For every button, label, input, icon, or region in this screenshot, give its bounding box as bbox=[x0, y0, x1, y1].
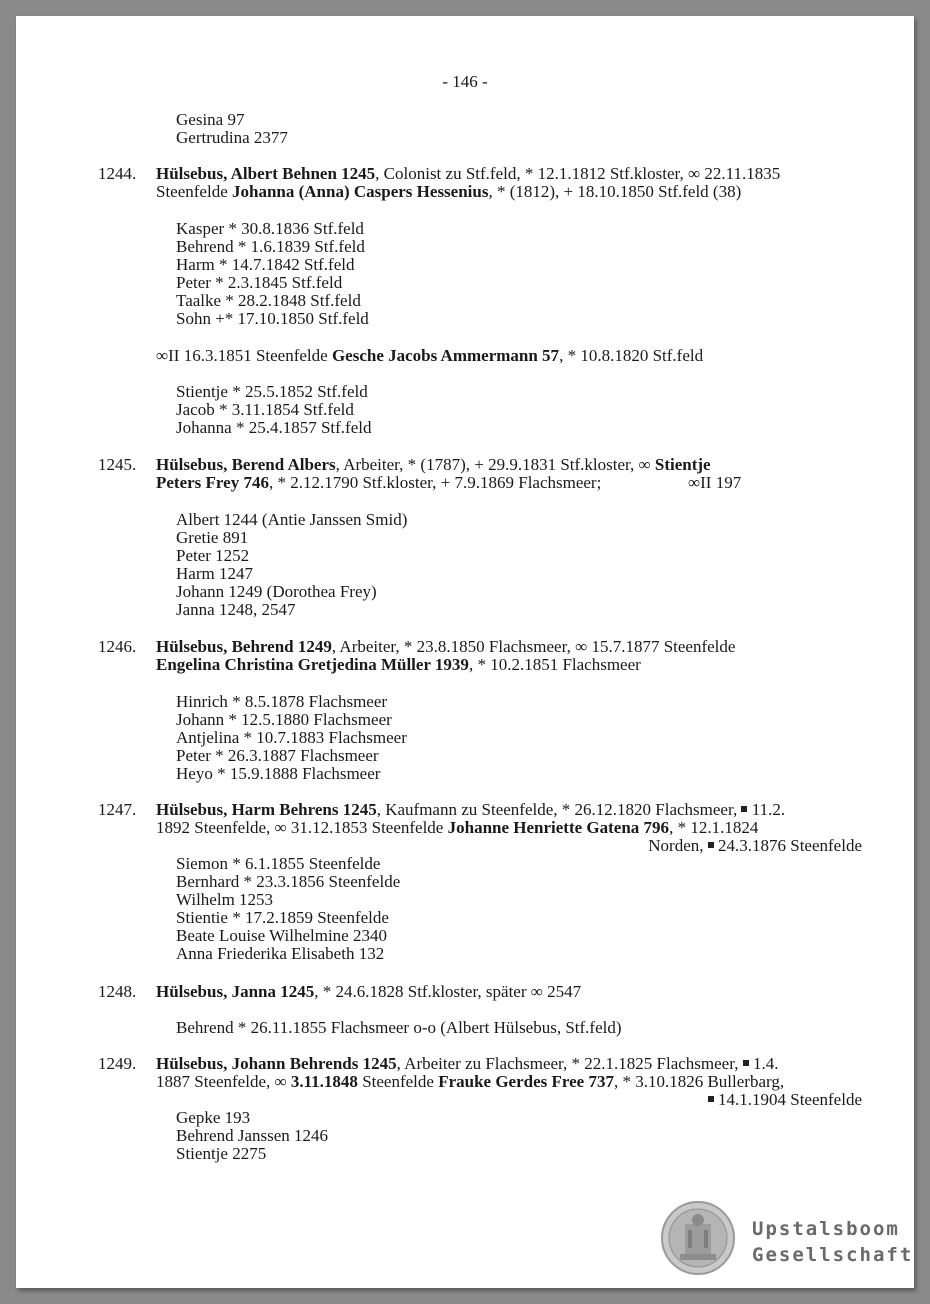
marriage-date: 3.11.1848 bbox=[290, 1072, 358, 1091]
entry-1247-line2 bbox=[156, 819, 758, 837]
spouse-name: Frauke Gerdes Free 737 bbox=[438, 1072, 614, 1091]
entry-1244-line2 bbox=[156, 183, 741, 201]
list-item: Albert 1244 (Antie Janssen Smid) bbox=[176, 510, 408, 529]
page-number: - 146 - bbox=[442, 72, 488, 91]
list-item: Stientje 2275 bbox=[176, 1144, 267, 1163]
entry-text: , * 2.12.1790 Stf.kloster, + 7.9.1869 Flachsmeer; bbox=[268, 473, 602, 492]
list-item: Peter * 2.3.1845 Stf.feld bbox=[176, 273, 343, 292]
spouse-name: Johanne Henriette Gatena 796 bbox=[447, 818, 670, 837]
list-item: Peter 1252 bbox=[176, 546, 250, 565]
entry-name: Hülsebus, Behrend 1249 bbox=[156, 637, 332, 656]
list-item: Kasper * 30.8.1836 Stf.feld bbox=[176, 219, 364, 238]
list-item: Taalke * 28.2.1848 Stf.feld bbox=[176, 291, 361, 310]
entry-text: 1.4. bbox=[748, 1054, 779, 1073]
entry-text: 24.3.1876 Steenfelde bbox=[713, 836, 862, 855]
entry-number: 1245. bbox=[98, 455, 137, 474]
entry-text: Norden, bbox=[648, 836, 708, 855]
list-item: Behrend * 1.6.1839 Stf.feld bbox=[176, 237, 365, 256]
brand-name-line2: Gesellschaft bbox=[752, 1244, 914, 1266]
list-item: Gertrudina 2377 bbox=[176, 128, 288, 147]
entry-text: Steenfelde bbox=[357, 1072, 439, 1091]
entry-text: , * (1812), + 18.10.1850 Stf.feld (38) bbox=[488, 182, 742, 201]
spouse-name: Peters Frey 746 bbox=[156, 473, 269, 492]
entry-1245-ref: ∞II 197 bbox=[688, 473, 742, 492]
list-item: Behrend * 26.11.1855 Flachsmeer o-o (Albert Hülsebus, Stf.feld) bbox=[176, 1018, 622, 1037]
list-item: Janna 1248, 2547 bbox=[176, 600, 296, 619]
entry-1245-line1 bbox=[156, 456, 711, 474]
entry-number: 1247. bbox=[98, 800, 137, 819]
list-item: Harm 1247 bbox=[176, 564, 253, 583]
entry-number: 1248. bbox=[98, 982, 137, 1001]
list-item: Stientje * 25.5.1852 Stf.feld bbox=[176, 382, 368, 401]
entry-1246-line1 bbox=[156, 638, 735, 656]
list-item: Gesina 97 bbox=[176, 110, 245, 129]
entry-text: , Colonist zu Stf.feld, * 12.1.1812 Stf.kloster, ∞ 22.11.1835 bbox=[375, 164, 781, 183]
list-item: Wilhelm 1253 bbox=[176, 890, 274, 909]
entry-1244-line1 bbox=[156, 165, 780, 183]
list-item: Sohn +* 17.10.1850 Stf.feld bbox=[176, 309, 369, 328]
entry-name: Hülsebus, Johann Behrends 1245 bbox=[156, 1054, 397, 1073]
entry-number: 1246. bbox=[98, 637, 137, 656]
list-item: Harm * 14.7.1842 Stf.feld bbox=[176, 255, 355, 274]
entry-name: Hülsebus, Harm Behrens 1245 bbox=[156, 800, 377, 819]
list-item: Heyo * 15.9.1888 Flachsmeer bbox=[176, 764, 381, 783]
list-item: Johanna * 25.4.1857 Stf.feld bbox=[176, 418, 372, 437]
list-item: Siemon * 6.1.1855 Steenfelde bbox=[176, 854, 381, 873]
entry-text: 11.2. bbox=[747, 800, 786, 819]
entry-name: Hülsebus, Janna 1245 bbox=[156, 982, 315, 1001]
spouse-name: Stientje bbox=[654, 455, 711, 474]
entry-name: Hülsebus, Albert Behnen 1245 bbox=[156, 164, 376, 183]
list-item: Anna Friederika Elisabeth 132 bbox=[176, 944, 385, 963]
entry-text: , Arbeiter, * (1787), + 29.9.1831 Stf.kloster, ∞ bbox=[335, 455, 655, 474]
brand-name-line1: Upstalsboom bbox=[752, 1218, 900, 1240]
entry-1244-marriage2 bbox=[156, 347, 703, 365]
list-item: Bernhard * 23.3.1856 Steenfelde bbox=[176, 872, 401, 891]
list-item: Johann * 12.5.1880 Flachsmeer bbox=[176, 710, 392, 729]
spouse-name: Gesche Jacobs Ammermann 57 bbox=[331, 346, 560, 365]
list-item: Behrend Janssen 1246 bbox=[176, 1126, 329, 1145]
entry-1249-line2 bbox=[156, 1073, 784, 1091]
entry-text: 1887 Steenfelde, ∞ bbox=[156, 1072, 291, 1091]
entry-text: , Arbeiter, * 23.8.1850 Flachsmeer, ∞ 15.7.1877 Steenfelde bbox=[331, 637, 736, 656]
entry-text: , * 10.2.1851 Flachsmeer bbox=[468, 655, 641, 674]
list-item: Antjelina * 10.7.1883 Flachsmeer bbox=[176, 728, 407, 747]
entry-name: Hülsebus, Berend Albers bbox=[156, 455, 336, 474]
entry-1247-line3 bbox=[648, 837, 862, 855]
list-item: Beate Louise Wilhelmine 2340 bbox=[176, 926, 387, 945]
entry-1249-line1 bbox=[156, 1055, 778, 1073]
seal-icon bbox=[660, 1200, 736, 1276]
entry-text: ∞II 16.3.1851 Steenfelde bbox=[156, 346, 332, 365]
entry-text: , * 10.8.1820 Stf.feld bbox=[559, 346, 704, 365]
list-item: Jacob * 3.11.1854 Stf.feld bbox=[176, 400, 354, 419]
entry-1247-line1 bbox=[156, 801, 785, 819]
entry-text: , * 3.10.1826 Bullerbarg, bbox=[613, 1072, 785, 1091]
entry-text: Steenfelde bbox=[156, 182, 232, 201]
list-item: Johann 1249 (Dorothea Frey) bbox=[176, 582, 377, 601]
list-item: Gretie 891 bbox=[176, 528, 249, 547]
entry-number: 1244. bbox=[98, 164, 137, 183]
entry-1246-line2 bbox=[156, 656, 641, 674]
entry-text: , * 12.1.1824 bbox=[669, 818, 759, 837]
entry-1245-line2 bbox=[156, 474, 601, 492]
entry-text: 1892 Steenfelde, ∞ 31.12.1853 Steenfelde bbox=[156, 818, 448, 837]
list-item: Gepke 193 bbox=[176, 1108, 251, 1127]
seal-logo bbox=[660, 1200, 736, 1276]
entry-text: 14.1.1904 Steenfelde bbox=[713, 1090, 862, 1109]
list-item: Stientie * 17.2.1859 Steenfelde bbox=[176, 908, 389, 927]
spouse-name: Engelina Christina Gretjedina Müller 1939 bbox=[156, 655, 469, 674]
entry-number: 1249. bbox=[98, 1054, 137, 1073]
entry-text: , * 24.6.1828 Stf.kloster, später ∞ 2547 bbox=[314, 982, 582, 1001]
entry-text: , Arbeiter zu Flachsmeer, * 22.1.1825 Flachsmeer, bbox=[396, 1054, 743, 1073]
list-item: Hinrich * 8.5.1878 Flachsmeer bbox=[176, 692, 388, 711]
entry-text: , Kaufmann zu Steenfelde, * 26.12.1820 Flachsmeer, bbox=[376, 800, 742, 819]
entry-1249-line3 bbox=[708, 1091, 862, 1109]
entry-1248-line1 bbox=[156, 983, 581, 1001]
list-item: Peter * 26.3.1887 Flachsmeer bbox=[176, 746, 379, 765]
spouse-name: Johanna (Anna) Caspers Hessenius bbox=[232, 182, 489, 201]
